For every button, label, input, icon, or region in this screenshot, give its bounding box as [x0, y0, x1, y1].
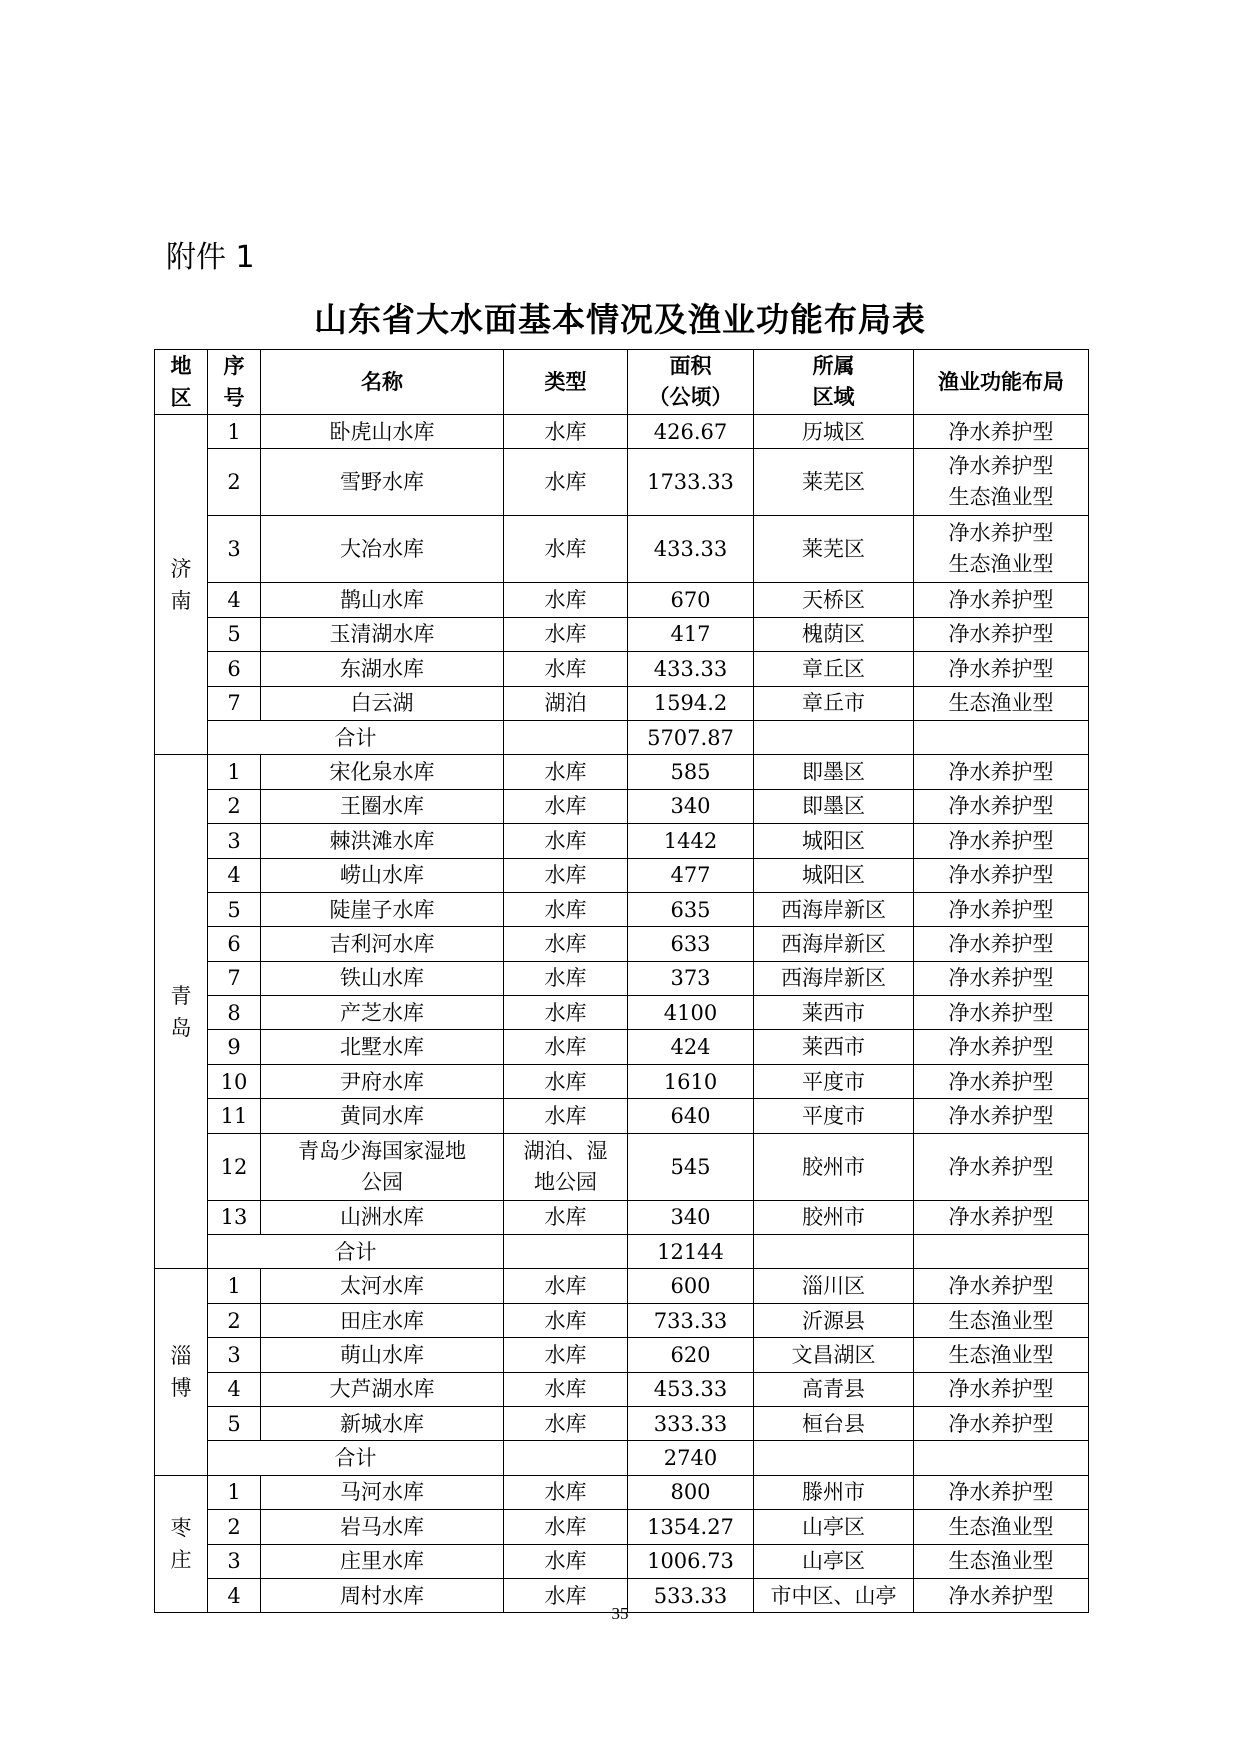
seq-cell: 8 [208, 996, 261, 1030]
district-cell: 滕州市 [754, 1475, 914, 1509]
seq-cell: 2 [208, 789, 261, 823]
area-cell: 1442 [628, 824, 754, 858]
name-cell: 岩马水库 [261, 1510, 504, 1544]
header-name: 名称 [261, 350, 504, 415]
name-cell: 北墅水库 [261, 1030, 504, 1064]
table-row [155, 516, 1089, 583]
area-cell: 453.33 [628, 1372, 754, 1406]
region-cell: 淄博 [155, 1269, 208, 1475]
name-cell: 吉利河水库 [261, 927, 504, 961]
attachment-label: 附件 1 [166, 240, 255, 275]
function-cell: 净水养护型 [914, 1372, 1089, 1406]
type-cell: 水库 [504, 617, 628, 651]
area-cell: 545 [628, 1133, 754, 1200]
district-cell: 沂源县 [754, 1303, 914, 1337]
header-region: 地区 [155, 350, 208, 415]
district-cell: 西海岸新区 [754, 892, 914, 926]
seq-cell: 5 [208, 892, 261, 926]
seq-cell: 3 [208, 1338, 261, 1372]
name-cell: 周村水库 [261, 1578, 504, 1612]
area-cell: 424 [628, 1030, 754, 1064]
function-cell: 净水养护型 [914, 415, 1089, 449]
seq-cell: 13 [208, 1200, 261, 1234]
type-cell: 水库 [504, 1200, 628, 1234]
name-cell: 庄里水库 [261, 1544, 504, 1578]
type-cell: 水库 [504, 449, 628, 516]
type-cell: 水库 [504, 1064, 628, 1098]
seq-cell: 6 [208, 927, 261, 961]
function-cell: 净水养护型 [914, 652, 1089, 686]
header-area: 面积 （公顷） [628, 350, 754, 415]
table-row [155, 1269, 1089, 1303]
function-cell: 净水养护型 [914, 858, 1089, 892]
table-row [155, 686, 1089, 720]
function-cell: 净水养护型 生态渔业型 [914, 449, 1089, 516]
seq-cell: 3 [208, 824, 261, 858]
subtotal-district-cell [754, 1441, 914, 1475]
subtotal-label: 合计 [208, 720, 504, 754]
seq-cell: 1 [208, 755, 261, 789]
name-cell: 鹊山水库 [261, 583, 504, 617]
subtotal-type-cell [504, 1235, 628, 1269]
table-row [155, 1200, 1089, 1234]
district-cell: 胶州市 [754, 1133, 914, 1200]
header-type: 类型 [504, 350, 628, 415]
type-cell: 水库 [504, 927, 628, 961]
seq-cell: 4 [208, 858, 261, 892]
district-cell: 文昌湖区 [754, 1338, 914, 1372]
name-cell: 崂山水库 [261, 858, 504, 892]
district-cell: 胶州市 [754, 1200, 914, 1234]
seq-cell: 5 [208, 617, 261, 651]
area-cell: 477 [628, 858, 754, 892]
function-cell: 净水养护型 [914, 1200, 1089, 1234]
table-row [155, 652, 1089, 686]
table-row [155, 415, 1089, 449]
area-cell: 417 [628, 617, 754, 651]
subtotal-type-cell [504, 720, 628, 754]
name-cell: 卧虎山水库 [261, 415, 504, 449]
name-cell: 大冶水库 [261, 516, 504, 583]
header-district: 所属 区域 [754, 350, 914, 415]
name-cell: 白云湖 [261, 686, 504, 720]
table-row [155, 996, 1089, 1030]
type-cell: 水库 [504, 1372, 628, 1406]
seq-cell: 4 [208, 1372, 261, 1406]
name-cell: 产芝水库 [261, 996, 504, 1030]
page-title: 山东省大水面基本情况及渔业功能布局表 [314, 300, 926, 339]
area-cell: 1354.27 [628, 1510, 754, 1544]
type-cell: 水库 [504, 1544, 628, 1578]
district-cell: 即墨区 [754, 755, 914, 789]
water-area-table [154, 349, 1089, 1613]
district-cell: 西海岸新区 [754, 961, 914, 995]
district-cell: 即墨区 [754, 789, 914, 823]
function-cell: 净水养护型 [914, 1578, 1089, 1612]
area-cell: 800 [628, 1475, 754, 1509]
type-cell: 水库 [504, 1303, 628, 1337]
function-cell: 净水养护型 [914, 824, 1089, 858]
function-cell: 净水养护型 生态渔业型 [914, 516, 1089, 583]
subtotal-district-cell [754, 1235, 914, 1269]
table-row [155, 961, 1089, 995]
area-cell: 585 [628, 755, 754, 789]
function-cell: 生态渔业型 [914, 1544, 1089, 1578]
name-cell: 铁山水库 [261, 961, 504, 995]
area-cell: 340 [628, 1200, 754, 1234]
seq-cell: 3 [208, 516, 261, 583]
seq-cell: 7 [208, 961, 261, 995]
type-cell: 水库 [504, 1099, 628, 1133]
table-row [155, 1406, 1089, 1440]
subtotal-label: 合计 [208, 1235, 504, 1269]
type-cell: 水库 [504, 1510, 628, 1544]
function-cell: 生态渔业型 [914, 1303, 1089, 1337]
region-cell: 济南 [155, 415, 208, 755]
seq-cell: 2 [208, 1303, 261, 1337]
name-cell: 青岛少海国家湿地 公园 [261, 1133, 504, 1200]
type-cell: 水库 [504, 1406, 628, 1440]
district-cell: 桓台县 [754, 1406, 914, 1440]
area-cell: 1610 [628, 1064, 754, 1098]
area-cell: 433.33 [628, 516, 754, 583]
function-cell: 净水养护型 [914, 583, 1089, 617]
district-cell: 莱芜区 [754, 516, 914, 583]
type-cell: 湖泊 [504, 686, 628, 720]
area-cell: 340 [628, 789, 754, 823]
name-cell: 田庄水库 [261, 1303, 504, 1337]
district-cell: 天桥区 [754, 583, 914, 617]
district-cell: 市中区、山亭 [754, 1578, 914, 1612]
area-cell: 333.33 [628, 1406, 754, 1440]
seq-cell: 6 [208, 652, 261, 686]
type-cell: 湖泊、湿 地公园 [504, 1133, 628, 1200]
subtotal-value: 12144 [628, 1235, 754, 1269]
subtotal-row [155, 1441, 1089, 1475]
name-cell: 萌山水库 [261, 1338, 504, 1372]
name-cell: 马河水库 [261, 1475, 504, 1509]
area-cell: 433.33 [628, 652, 754, 686]
area-cell: 620 [628, 1338, 754, 1372]
table-row [155, 858, 1089, 892]
subtotal-row [155, 1235, 1089, 1269]
district-cell: 平度市 [754, 1064, 914, 1098]
type-cell: 水库 [504, 1030, 628, 1064]
seq-cell: 2 [208, 449, 261, 516]
function-cell: 净水养护型 [914, 789, 1089, 823]
table-row [155, 824, 1089, 858]
district-cell: 高青县 [754, 1372, 914, 1406]
subtotal-function-cell [914, 720, 1089, 754]
name-cell: 王圈水库 [261, 789, 504, 823]
name-cell: 陡崖子水库 [261, 892, 504, 926]
table-row [155, 617, 1089, 651]
function-cell: 净水养护型 [914, 996, 1089, 1030]
seq-cell: 5 [208, 1406, 261, 1440]
subtotal-function-cell [914, 1235, 1089, 1269]
name-cell: 棘洪滩水库 [261, 824, 504, 858]
subtotal-value: 2740 [628, 1441, 754, 1475]
header-seq: 序号 [208, 350, 261, 415]
seq-cell: 9 [208, 1030, 261, 1064]
function-cell: 净水养护型 [914, 1099, 1089, 1133]
table-body [155, 415, 1089, 1613]
type-cell: 水库 [504, 1338, 628, 1372]
district-cell: 山亭区 [754, 1510, 914, 1544]
area-cell: 1594.2 [628, 686, 754, 720]
seq-cell: 10 [208, 1064, 261, 1098]
table-row [155, 927, 1089, 961]
area-cell: 4100 [628, 996, 754, 1030]
type-cell: 水库 [504, 789, 628, 823]
name-cell: 大芦湖水库 [261, 1372, 504, 1406]
type-cell: 水库 [504, 652, 628, 686]
subtotal-row [155, 720, 1089, 754]
area-cell: 426.67 [628, 415, 754, 449]
subtotal-district-cell [754, 720, 914, 754]
table-row [155, 1475, 1089, 1509]
table-row [155, 1303, 1089, 1337]
seq-cell: 2 [208, 1510, 261, 1544]
seq-cell: 11 [208, 1099, 261, 1133]
district-cell: 章丘市 [754, 686, 914, 720]
type-cell: 水库 [504, 415, 628, 449]
region-cell: 青岛 [155, 755, 208, 1269]
district-cell: 西海岸新区 [754, 927, 914, 961]
district-cell: 莱西市 [754, 996, 914, 1030]
seq-cell: 4 [208, 583, 261, 617]
seq-cell: 1 [208, 415, 261, 449]
function-cell: 生态渔业型 [914, 1510, 1089, 1544]
name-cell: 东湖水库 [261, 652, 504, 686]
district-cell: 章丘区 [754, 652, 914, 686]
type-cell: 水库 [504, 892, 628, 926]
header-function: 渔业功能布局 [914, 350, 1089, 415]
name-cell: 宋化泉水库 [261, 755, 504, 789]
district-cell: 城阳区 [754, 824, 914, 858]
area-cell: 670 [628, 583, 754, 617]
name-cell: 黄同水库 [261, 1099, 504, 1133]
table-row [155, 449, 1089, 516]
seq-cell: 1 [208, 1269, 261, 1303]
table-row [155, 1338, 1089, 1372]
seq-cell: 1 [208, 1475, 261, 1509]
table-row [155, 1099, 1089, 1133]
district-cell: 莱西市 [754, 1030, 914, 1064]
name-cell: 尹府水库 [261, 1064, 504, 1098]
type-cell: 水库 [504, 996, 628, 1030]
function-cell: 生态渔业型 [914, 1338, 1089, 1372]
function-cell: 净水养护型 [914, 617, 1089, 651]
function-cell: 净水养护型 [914, 961, 1089, 995]
district-cell: 平度市 [754, 1099, 914, 1133]
type-cell: 水库 [504, 1269, 628, 1303]
function-cell: 净水养护型 [914, 1064, 1089, 1098]
district-cell: 槐荫区 [754, 617, 914, 651]
area-cell: 533.33 [628, 1578, 754, 1612]
area-cell: 640 [628, 1099, 754, 1133]
seq-cell: 12 [208, 1133, 261, 1200]
subtotal-value: 5707.87 [628, 720, 754, 754]
name-cell: 新城水库 [261, 1406, 504, 1440]
name-cell: 太河水库 [261, 1269, 504, 1303]
function-cell: 净水养护型 [914, 1269, 1089, 1303]
area-cell: 633 [628, 927, 754, 961]
area-cell: 635 [628, 892, 754, 926]
table-row [155, 583, 1089, 617]
type-cell: 水库 [504, 583, 628, 617]
subtotal-type-cell [504, 1441, 628, 1475]
region-cell: 枣庄 [155, 1475, 208, 1613]
area-cell: 1733.33 [628, 449, 754, 516]
table-row [155, 1544, 1089, 1578]
table-row [155, 892, 1089, 926]
function-cell: 净水养护型 [914, 1030, 1089, 1064]
function-cell: 净水养护型 [914, 1133, 1089, 1200]
type-cell: 水库 [504, 961, 628, 995]
type-cell: 水库 [504, 1578, 628, 1612]
table-row [155, 1133, 1089, 1200]
district-cell: 淄川区 [754, 1269, 914, 1303]
function-cell: 净水养护型 [914, 1406, 1089, 1440]
type-cell: 水库 [504, 858, 628, 892]
function-cell: 生态渔业型 [914, 686, 1089, 720]
seq-cell: 7 [208, 686, 261, 720]
table-row [155, 755, 1089, 789]
table-row [155, 1510, 1089, 1544]
subtotal-function-cell [914, 1441, 1089, 1475]
area-cell: 600 [628, 1269, 754, 1303]
district-cell: 城阳区 [754, 858, 914, 892]
header-row [155, 350, 1089, 415]
type-cell: 水库 [504, 516, 628, 583]
subtotal-label: 合计 [208, 1441, 504, 1475]
type-cell: 水库 [504, 1475, 628, 1509]
function-cell: 净水养护型 [914, 755, 1089, 789]
function-cell: 净水养护型 [914, 1475, 1089, 1509]
type-cell: 水库 [504, 755, 628, 789]
district-cell: 山亭区 [754, 1544, 914, 1578]
seq-cell: 4 [208, 1578, 261, 1612]
area-cell: 733.33 [628, 1303, 754, 1337]
area-cell: 1006.73 [628, 1544, 754, 1578]
function-cell: 净水养护型 [914, 892, 1089, 926]
name-cell: 山洲水库 [261, 1200, 504, 1234]
type-cell: 水库 [504, 824, 628, 858]
function-cell: 净水养护型 [914, 927, 1089, 961]
table-row [155, 789, 1089, 823]
district-cell: 莱芜区 [754, 449, 914, 516]
name-cell: 玉清湖水库 [261, 617, 504, 651]
name-cell: 雪野水库 [261, 449, 504, 516]
district-cell: 历城区 [754, 415, 914, 449]
table-row [155, 1372, 1089, 1406]
table-row [155, 1030, 1089, 1064]
seq-cell: 3 [208, 1544, 261, 1578]
page-number: 35 [611, 1604, 629, 1623]
area-cell: 373 [628, 961, 754, 995]
table-row [155, 1064, 1089, 1098]
